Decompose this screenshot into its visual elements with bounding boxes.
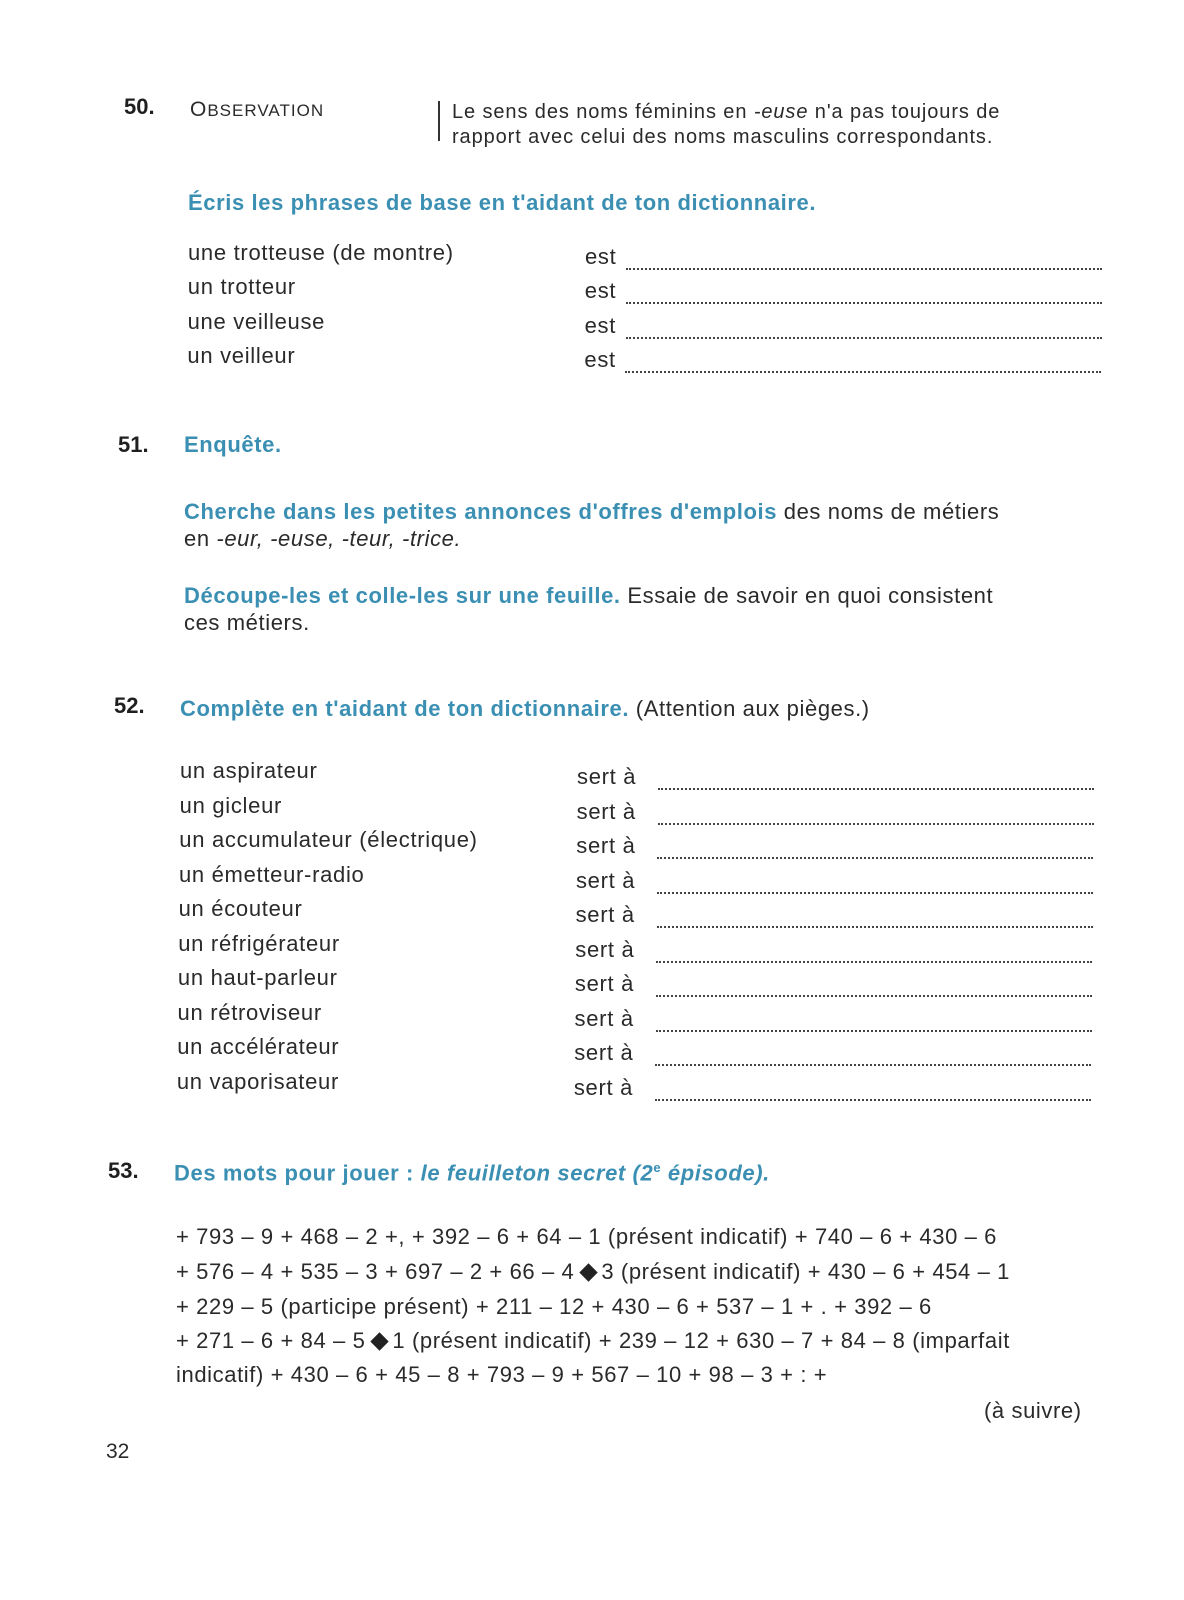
ex52-row-answer-line[interactable] — [657, 926, 1093, 928]
ex52-row-term: un accélérateur — [177, 1034, 340, 1059]
code-line-1: + 793 – 9 + 468 – 2 +, + 392 – 6 + 64 – 1 (présent indicatif) + 740 – 6 + 430 – 6 — [176, 1224, 998, 1249]
exercise-51-title: Enquête. — [184, 432, 282, 457]
ex50-row-verb: est — [584, 346, 616, 372]
exercise-51-number: 51. — [118, 432, 149, 457]
diamond-icon — [371, 1332, 389, 1350]
ex50-row-term: un trotteur — [187, 274, 296, 300]
ex50-row-verb: est — [584, 278, 617, 304]
to-be-continued: (à suivre) — [984, 1398, 1082, 1423]
ex50-row-answer-line[interactable] — [626, 302, 1102, 304]
ex52-row-answer-line[interactable] — [656, 961, 1092, 963]
exercise-51-paragraph-1: Cherche dans les petites annonces d'offres d'emplois des noms de métiers en -eur, -euse, -teur, -trice. — [184, 499, 1000, 551]
ex50-row-answer-line[interactable] — [626, 268, 1102, 270]
ex52-row-answer-line[interactable] — [656, 995, 1092, 997]
observation-text: Le sens des noms féminins en -euse n'a pas toujours de rapport avec celui des noms masculins correspondants. — [452, 101, 1001, 148]
exercise-53-title: Des mots pour jouer : le feuilleton secret (2e épisode). — [174, 1160, 770, 1186]
page-number: 32 — [106, 1440, 130, 1463]
code-line-3: + 229 – 5 (participe présent) + 211 – 12 + 430 – 6 + 537 – 1 + . + 392 – 6 — [176, 1294, 932, 1319]
ex52-row-verb: sert à — [577, 764, 637, 789]
observation-bar — [438, 101, 440, 141]
ex52-row-verb: sert à — [576, 833, 636, 858]
ex50-row-term: une veilleuse — [187, 308, 326, 334]
ex52-row-verb: sert à — [574, 1040, 634, 1065]
ex50-row-answer-line[interactable] — [626, 337, 1102, 339]
ex52-row-verb: sert à — [575, 936, 635, 962]
exercise-53-number: 53. — [108, 1158, 139, 1183]
ex52-row-answer-line[interactable] — [657, 892, 1093, 894]
ex52-row-answer-line[interactable] — [655, 1064, 1091, 1066]
ex52-row-answer-line[interactable] — [657, 857, 1093, 859]
exercise-52-number: 52. — [114, 693, 145, 718]
ex52-row-answer-line[interactable] — [658, 823, 1094, 825]
ex52-row-term: un gicleur — [179, 792, 283, 818]
ex52-row-term: un aspirateur — [180, 758, 318, 783]
ex52-row-verb: sert à — [575, 902, 635, 927]
ex52-row-verb: sert à — [574, 971, 635, 996]
exercise-52-instruction: Complète en t'aidant de ton dictionnaire. (Attention aux pièges.) — [180, 696, 870, 721]
ex50-row-verb: est — [585, 244, 617, 269]
ex50-row-term: une trotteuse (de montre) — [188, 240, 454, 265]
ex50-row-term: un veilleur — [187, 342, 296, 368]
code-line-5: indicatif) + 430 – 6 + 45 – 8 + 793 – 9 + 567 – 10 + 98 – 3 + : + — [176, 1362, 828, 1387]
exercise-50-instruction: Écris les phrases de base en t'aidant de ton dictionnaire. — [188, 190, 817, 215]
ex52-row-answer-line[interactable] — [658, 788, 1094, 790]
ex52-row-verb: sert à — [576, 798, 636, 824]
ex52-row-term: un émetteur-radio — [178, 861, 365, 887]
ex52-row-verb: sert à — [574, 1005, 634, 1031]
exercise-51-paragraph-2: Découpe-les et colle-les sur une feuille. Essaie de savoir en quoi consistent ces métiers. — [184, 583, 994, 635]
ex52-row-term: un écouteur — [178, 896, 303, 921]
ex52-row-term: un vaporisateur — [176, 1068, 339, 1094]
ex52-row-term: un accumulateur (électrique) — [179, 827, 478, 852]
ex52-row-answer-line[interactable] — [655, 1099, 1091, 1101]
observation-label: OBSERVATION — [190, 98, 325, 121]
ex50-row-verb: est — [584, 312, 617, 338]
ex52-row-verb: sert à — [573, 1074, 634, 1100]
exercise-50-number: 50. — [124, 94, 155, 119]
diamond-icon — [580, 1263, 598, 1281]
ex52-row-answer-line[interactable] — [656, 1030, 1092, 1032]
ex52-row-verb: sert à — [575, 867, 636, 893]
code-line-2: + 576 – 4 + 535 – 3 + 697 – 2 + 66 – 4 3 (présent indicatif) + 430 – 6 + 454 – 1 — [176, 1259, 1010, 1284]
ex50-row-answer-line[interactable] — [625, 371, 1101, 373]
ex52-row-term: un rétroviseur — [177, 999, 322, 1025]
code-line-4: + 271 – 6 + 84 – 5 1 (présent indicatif) + 239 – 12 + 630 – 7 + 84 – 8 (imparfait — [176, 1328, 1010, 1353]
ex52-row-term: un haut-parleur — [177, 965, 338, 990]
ex52-row-term: un réfrigérateur — [178, 930, 340, 956]
